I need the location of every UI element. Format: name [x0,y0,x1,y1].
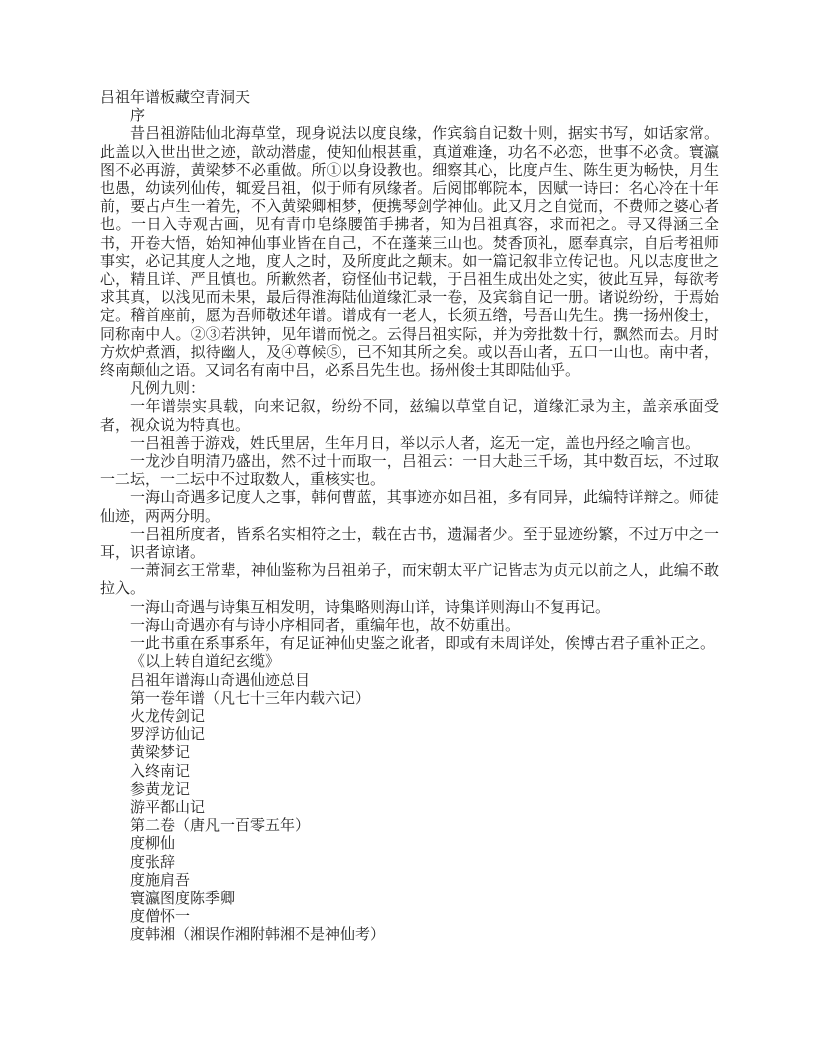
toc-item: 入终南记 [130,763,191,780]
source-note: 《以上转自道纪玄缆》 [130,654,281,671]
fanli-item: 一年谱崇实具载，向来记叙，纷纷不同，兹编以草堂自记，道缘汇录为主，盖亲承面受者，视众说为特真也。 [100,399,719,434]
toc-item: 度韩湘（湘误作湘附韩湘不是神仙考） [130,927,386,944]
fanli-item: 一吕祖善于游戏，姓氏里居，生年月日，举以示人者，迄无一定，盖也丹经之喻言也。 [130,435,701,452]
toc-item: 第一卷年谱（凡七十三年内载六记） [130,690,371,707]
toc-item: 度张辞 [130,854,176,871]
fanli-item: 一海山奇遇与诗集互相发明，诗集略则海山详，诗集详则海山不复再记。 [130,599,611,616]
preface-paragraph: 昔吕祖游陆仙北海草堂，现身说法以度良缘，作宾翁自记数十则，据实书写，如话家常。此盖以入世出世之迹，歆动潜虚，使知仙根甚重，真道难逢，功名不必恋，世事不必贪。寰瀛图不必再游，黄梁梦不必重做。所①以身设教也。细察其心，比度卢生、陈生更为畅快，月生也愚，幼读列仙传，辄爱吕祖，似于师有夙缘者。后阅邯郸院本，因赋一诗曰：名心冷在十年前，要占卢生一着先，不入黄梁卿相梦，便携琴剑学神仙。此又月之自觉而，不费师之婆心者也。一日入寺观古画，见有青巾皂绦腰笛手拂者，知为吕祖真容，求而祀之。寻又得涵三全书，开卷大悟，始知神仙事业皆在自己，不在蓬莱三山也。焚香顶礼，愿奉真宗，自后考祖师事实，必记其度人之地，度人之时，及所度此之颠末。如一篇记叙非立传记也。凡以志度世之心，精且详、严且慎也。所歉然者，窃怪仙书记载，于吕祖生成出处之实，彼此互异，每欲考求其真，以浅见而未果，最后得淮海陆仙道缘汇录一卷，及宾翁自记一册。诸说纷纷，于焉始定。稽首座前，愿为吾师敬述年谱。谱成有一老人，长须五绺，号吾山先生。携一扬州俊士，同称南中人。②③若洪钟，见年谱而悦之。云得吕祖实际，并为旁批数十行，飘然而去。月时方炊炉煮酒，拟待幽人，及④尊候⑤，已不知其所之矣。或以吾山者，五口一山也。南中者，终南颠仙之语。又词名有南中吕，必系吕先生也。扬州俊士其即陆仙乎。 [100,126,719,380]
fanli-item: 一海山奇遇多记度人之事，韩何曹蓝，其事迹亦如吕祖，多有同异，此编特详辩之。师徒仙迹，两两分明。 [100,490,719,525]
toc-item: 第二卷（唐凡一百零五年） [130,818,311,835]
toc-item: 罗浮访仙记 [130,727,206,744]
preface-heading: 序 [130,108,146,125]
fanli-item: 一吕祖所度者，皆系名实相符之士，载在古书，遗漏者少。至于显迹纷繁，不过万中之一耳，识者谅诸。 [100,526,719,562]
fanli-item: 一海山奇遇亦有与诗小序相同者，重编年也，故不妨重出。 [130,617,521,634]
fanli-item: 一龙沙自明清乃盛出，然不过十而取一，吕祖云：一日大赴三千场，其中数百坛，不过取一二坛，一二坛中不过取数人，重核实也。 [100,454,719,489]
toc-item: 火龙传剑记 [130,708,206,725]
document-title: 吕祖年谱板藏空青洞天 [100,90,251,106]
toc-item: 度僧怀一 [130,909,191,926]
toc-item: 黄梁梦记 [130,745,191,762]
toc-item: 度施肩吾 [130,872,191,889]
fanli-item: 一萧洞玄王常辈，神仙鉴称为吕祖弟子，而宋朝太平广记皆志为贞元以前之人，此编不敢拉入。 [100,563,719,598]
toc-title: 吕祖年谱海山奇遇仙迹总目 [130,672,311,689]
text-block [100,89,719,945]
toc-item: 参黄龙记 [130,781,191,798]
fanli-item: 一此书重在系事系年，有足证神仙史鉴之讹者，即或有未周详处，俟博古君子重补正之。 [130,636,716,653]
toc-item: 寰瀛图度陈季卿 [130,890,236,907]
toc-item: 度柳仙 [130,836,176,853]
toc-item: 游平都山记 [130,799,206,816]
fanli-heading: 凡例九则： [130,381,206,398]
